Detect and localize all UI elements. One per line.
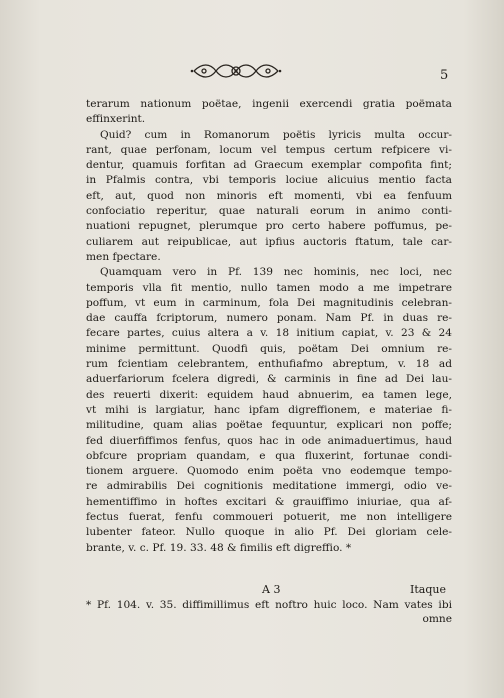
page-number: 5 (440, 68, 449, 83)
text-line: des reuerti dixerit: equidem haud abnuerim, ea tamen lege, (86, 388, 452, 401)
text-line: in Pfalmis contra, vbi temporis lociue alicuius mentio facta (86, 174, 452, 187)
text-line: re admirabilis Dei cognitionis meditatione immergi, odio ve- (86, 480, 452, 493)
footnote (86, 598, 452, 626)
footnote-line: * Pf. 104. v. 35. diffimillimus eft noftro huic loco. Nam vates ibi (86, 599, 452, 611)
text-line: men fpectare. (86, 250, 161, 263)
text-line: Quamquam vero in Pf. 139 nec hominis, nec loci, nec (100, 266, 452, 279)
text-line: effinxerint. (86, 113, 146, 126)
text-line: minime permittunt. Quodfi quis, poëtam Dei omnium re- (86, 342, 452, 355)
printers-ornament-icon (190, 60, 282, 82)
text-line: vt mihi is largiatur, hanc ipfam digreffionem, e materiae fi- (86, 403, 452, 416)
footnote-line: omne (422, 613, 452, 625)
text-line: Quid? cum in Romanorum poëtis lyricis multa occur- (100, 128, 452, 141)
text-line: fecare partes, cuius altera a v. 18 initium capiat, v. 23 & 24 (86, 327, 452, 340)
text-line: culiarem aut reipublicae, aut ipfius auctoris ftatum, tale car- (86, 235, 452, 248)
signature-row (86, 583, 452, 598)
text-line: fed diuerfiffimos fenfus, quos hac in ode animaduertimus, haud (86, 434, 452, 447)
text-line: aduerfariorum fcelera digredi, & carminis in fine ad Dei lau- (86, 373, 452, 386)
printers-signature: A 3 (262, 583, 281, 596)
text-line: obfcure propriam quandam, e qua fluxerint, fortunae condi- (86, 449, 452, 462)
text-line: dentur, quamuis forfitan ad Graecum exemplar compofita fint; (86, 159, 452, 172)
catchword: Itaque (410, 583, 446, 596)
text-line: tionem arguere. Quomodo enim poëta vno eodemque tempo- (86, 465, 452, 478)
text-line: eft, aut, quod non minoris eft momenti, vbi ea fenfuum (86, 189, 452, 202)
text-line: rum fcientiam celebrantem, enthufiafmo abreptum, v. 18 ad (86, 358, 452, 371)
text-line: poffum, vt eum in carminum, fola Dei magnitudinis celebran- (86, 296, 452, 309)
text-line: lubenter fateor. Nullo quoque in alio Pf. Dei gloriam cele- (86, 526, 452, 539)
body-text (86, 97, 452, 556)
text-line: militudine, quam alias poëtae fequuntur, explicari non poffe; (86, 419, 452, 432)
text-line: fectus fuerat, fenfu commoueri potuerit, me non intelligere (86, 511, 452, 524)
text-line: rant, quae perfonam, locum vel tempus certum refpicere vi- (86, 143, 452, 156)
text-line: temporis vlla fit mentio, nullo tamen modo a me impetrare (86, 281, 452, 294)
text-line: confociatio reperitur, quae naturali eorum in animo conti- (86, 205, 452, 218)
text-line: dae cauffa fcriptorum, numero ponam. Nam Pf. in duas re- (86, 312, 452, 325)
text-line: terarum nationum poëtae, ingenii exercendi gratia poëmata (86, 98, 452, 110)
text-line: nuationi repugnet, plerumque pro certo habere poffumus, pe- (86, 220, 452, 233)
text-line: brante, v. c. Pf. 19. 33. 48 & fimilis eft digreffio. * (86, 541, 352, 554)
text-line: hementiffimo in hoftes excitari & grauiffimo iniuriae, qua af- (86, 495, 452, 508)
